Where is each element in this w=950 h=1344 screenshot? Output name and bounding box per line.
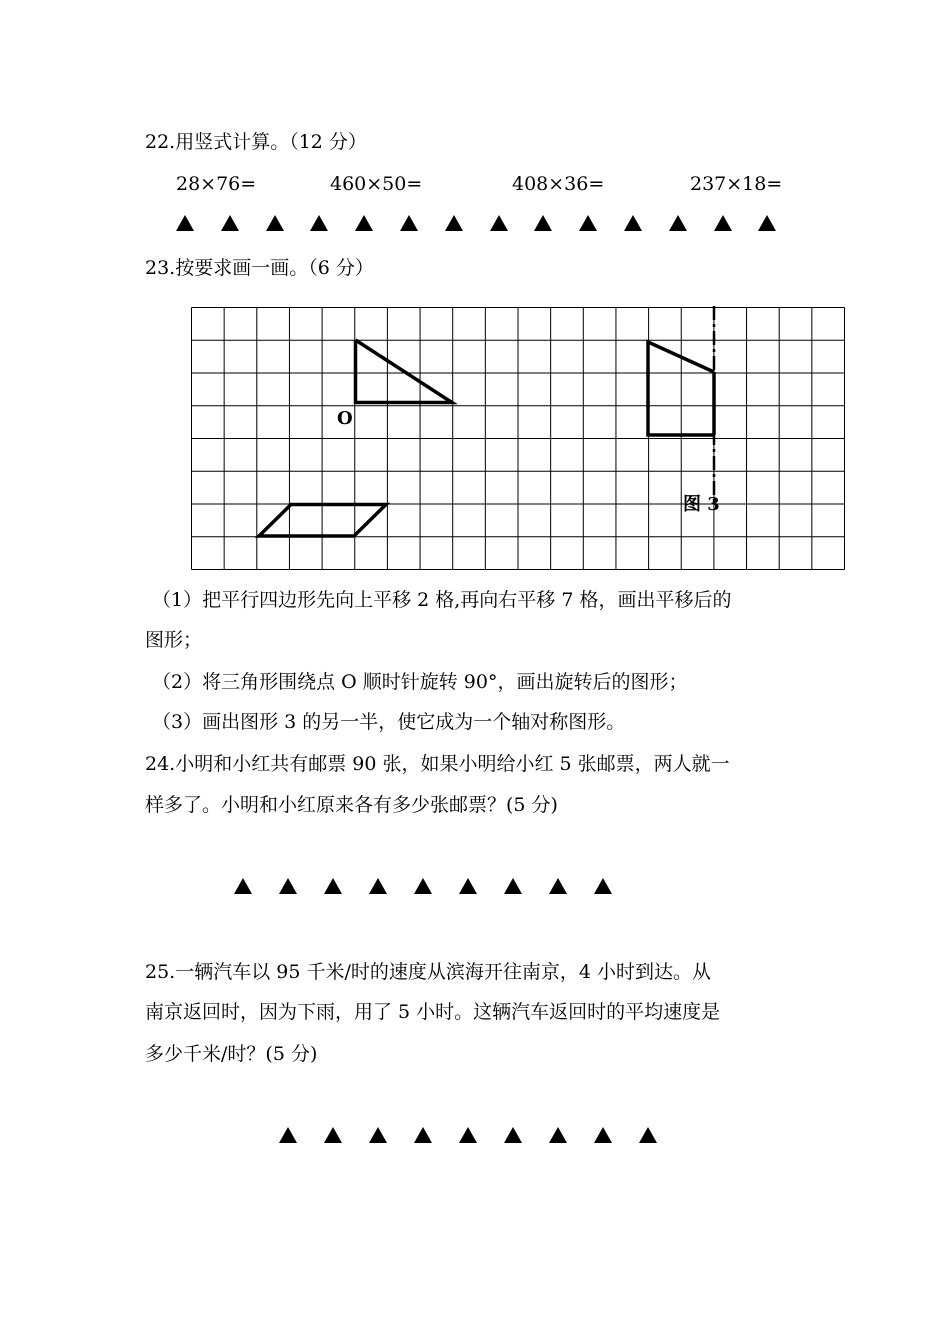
calc-3: 408×36= bbox=[512, 173, 605, 195]
triangle-marker bbox=[669, 215, 687, 231]
q22-title: 22.用竖式计算。（12 分） bbox=[145, 131, 367, 153]
q23-title: 23.按要求画一画。（6 分） bbox=[145, 257, 374, 279]
triangle-marker bbox=[414, 878, 432, 894]
answer-space-markers-q25 bbox=[279, 1127, 657, 1143]
triangle-marker bbox=[266, 215, 284, 231]
triangle-marker bbox=[324, 1127, 342, 1143]
q24-line-1: 24.小明和小红共有邮票 90 张，如果小明给小红 5 张邮票，两人就一 bbox=[145, 753, 730, 775]
instruction-3: （3）画出图形 3 的另一半，使它成为一个轴对称图形。 bbox=[152, 711, 626, 733]
triangle-marker bbox=[624, 215, 642, 231]
point-o-label: O bbox=[337, 408, 353, 429]
triangle-shape bbox=[356, 340, 453, 403]
triangle-marker bbox=[534, 215, 552, 231]
triangle-marker bbox=[234, 878, 252, 894]
answer-space-markers-q22 bbox=[176, 215, 776, 231]
triangle-marker bbox=[459, 878, 477, 894]
triangle-marker bbox=[594, 1127, 612, 1143]
drawing-grid bbox=[190, 306, 846, 570]
triangle-marker bbox=[714, 215, 732, 231]
triangle-marker bbox=[279, 1127, 297, 1143]
instruction-2: （2）将三角形围绕点 O 顺时针旋转 90°，画出旋转后的图形； bbox=[152, 671, 688, 693]
triangle-marker bbox=[414, 1127, 432, 1143]
q24-line-2: 样多了。小明和小红原来各有多少张邮票？(5 分) bbox=[145, 794, 558, 816]
triangle-marker bbox=[504, 878, 522, 894]
triangle-marker bbox=[400, 215, 418, 231]
calc-4: 237×18= bbox=[690, 173, 783, 195]
grid-lines bbox=[192, 308, 845, 570]
calc-1: 28×76= bbox=[176, 173, 257, 195]
q25-line-2: 南京返回时，因为下雨，用了 5 小时。这辆汽车返回时的平均速度是 bbox=[145, 1001, 721, 1023]
triangle-marker bbox=[579, 215, 597, 231]
instruction-1-cont: 图形； bbox=[145, 629, 203, 651]
triangle-marker bbox=[310, 215, 328, 231]
triangle-marker bbox=[445, 215, 463, 231]
triangle-marker bbox=[369, 878, 387, 894]
q25-line-1: 25.一辆汽车以 95 千米/时的速度从滨海开往南京，4 小时到达。从 bbox=[145, 961, 712, 983]
triangle-marker bbox=[490, 215, 508, 231]
triangle-marker bbox=[279, 878, 297, 894]
triangle-marker bbox=[176, 215, 194, 231]
triangle-marker bbox=[504, 1127, 522, 1143]
triangle-marker bbox=[369, 1127, 387, 1143]
triangle-marker bbox=[324, 878, 342, 894]
triangle-marker bbox=[549, 1127, 567, 1143]
triangle-marker bbox=[639, 1127, 657, 1143]
triangle-marker bbox=[758, 215, 776, 231]
calc-2: 460×50= bbox=[330, 173, 423, 195]
triangle-marker bbox=[594, 878, 612, 894]
triangle-marker bbox=[549, 878, 567, 894]
triangle-marker bbox=[459, 1127, 477, 1143]
answer-space-markers-q24 bbox=[234, 878, 612, 894]
instruction-1: （1）把平行四边形先向上平移 2 格,再向右平移 7 格，画出平移后的 bbox=[152, 589, 732, 611]
figure-3-label: 图 3 bbox=[683, 494, 720, 515]
triangle-marker bbox=[221, 215, 239, 231]
q25-line-3: 多少千米/时？(5 分) bbox=[145, 1043, 318, 1065]
triangle-marker bbox=[355, 215, 373, 231]
